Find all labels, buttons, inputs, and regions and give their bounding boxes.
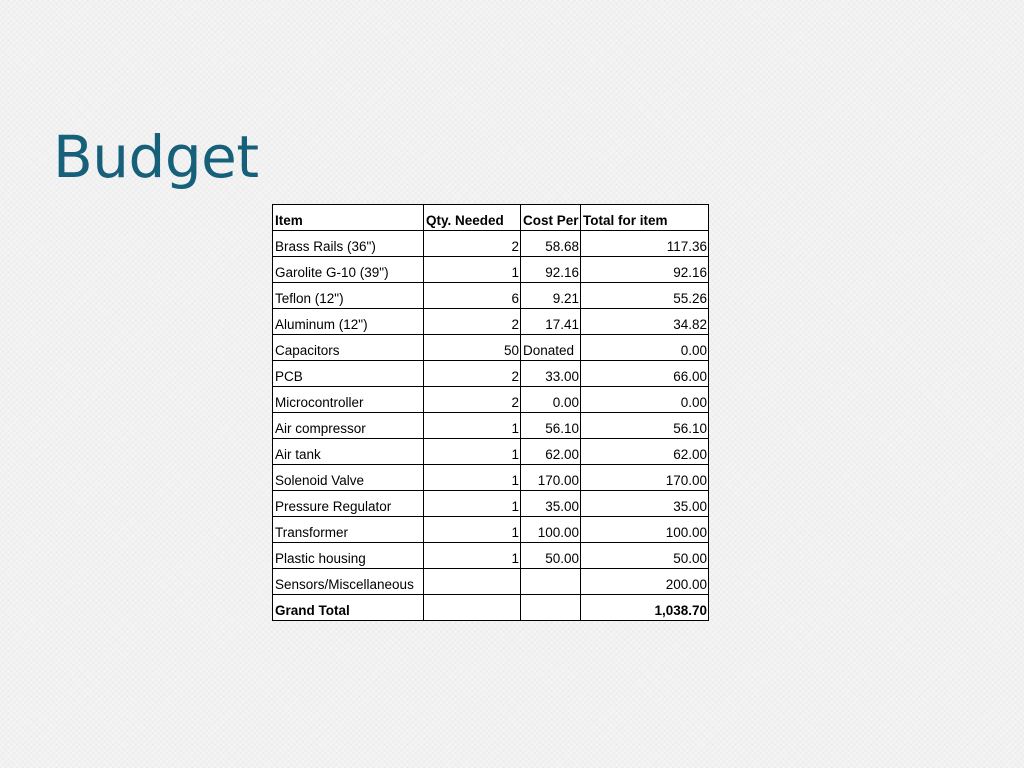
budget-table	[272, 204, 709, 621]
cell-cost-per: 170.00	[521, 465, 581, 491]
table-row	[273, 231, 709, 257]
cell-qty: 1	[424, 413, 521, 439]
cell-total: 92.16	[581, 257, 709, 283]
cell-cost-per: Donated	[521, 335, 581, 361]
cell-item: Capacitors	[273, 335, 424, 361]
cell-cost-per: 58.68	[521, 231, 581, 257]
table-header-row	[273, 205, 709, 231]
cell-qty: 1	[424, 465, 521, 491]
cell-qty: 50	[424, 335, 521, 361]
cell-cost-per: 35.00	[521, 491, 581, 517]
cell-total: 0.00	[581, 335, 709, 361]
cell-qty: 2	[424, 361, 521, 387]
cell-cost-per: 33.00	[521, 361, 581, 387]
cell-cost-per: 0.00	[521, 387, 581, 413]
cell-qty: 1	[424, 439, 521, 465]
table-row	[273, 335, 709, 361]
cell-item: Microcontroller	[273, 387, 424, 413]
cell-total: 35.00	[581, 491, 709, 517]
cell-item: Teflon (12")	[273, 283, 424, 309]
cell-item: Plastic housing	[273, 543, 424, 569]
cell-total: 117.36	[581, 231, 709, 257]
table-row	[273, 465, 709, 491]
cell-cost-per: 17.41	[521, 309, 581, 335]
cell-total: 0.00	[581, 387, 709, 413]
cell-item: Solenoid Valve	[273, 465, 424, 491]
cell-total: 62.00	[581, 439, 709, 465]
cell-item: Pressure Regulator	[273, 491, 424, 517]
table-row	[273, 387, 709, 413]
header-item: Item	[273, 205, 424, 231]
cell-cost-per: 9.21	[521, 283, 581, 309]
table-row	[273, 361, 709, 387]
grand-total-cost	[521, 595, 581, 621]
header-cost-per: Cost Per	[521, 205, 581, 231]
cell-item: PCB	[273, 361, 424, 387]
table-row	[273, 517, 709, 543]
cell-qty: 1	[424, 257, 521, 283]
table-row	[273, 543, 709, 569]
cell-item: Transformer	[273, 517, 424, 543]
table-row	[273, 439, 709, 465]
cell-qty: 1	[424, 517, 521, 543]
cell-item: Sensors/Miscellaneous	[273, 569, 424, 595]
cell-qty: 2	[424, 231, 521, 257]
table-row	[273, 257, 709, 283]
cell-total: 56.10	[581, 413, 709, 439]
table-row	[273, 491, 709, 517]
grand-total-label: Grand Total	[273, 595, 424, 621]
cell-item: Air tank	[273, 439, 424, 465]
cell-item: Garolite G-10 (39")	[273, 257, 424, 283]
grand-total-qty	[424, 595, 521, 621]
grand-total-value: 1,038.70	[581, 595, 709, 621]
cell-total: 100.00	[581, 517, 709, 543]
cell-total: 170.00	[581, 465, 709, 491]
table-row	[273, 413, 709, 439]
header-total-for-item: Total for item	[581, 205, 709, 231]
cell-qty	[424, 569, 521, 595]
cell-total: 34.82	[581, 309, 709, 335]
header-qty-needed: Qty. Needed	[424, 205, 521, 231]
cell-cost-per: 56.10	[521, 413, 581, 439]
cell-cost-per: 92.16	[521, 257, 581, 283]
cell-item: Air compressor	[273, 413, 424, 439]
cell-total: 200.00	[581, 569, 709, 595]
table-row	[273, 309, 709, 335]
cell-item: Aluminum (12")	[273, 309, 424, 335]
cell-qty: 2	[424, 387, 521, 413]
cell-qty: 2	[424, 309, 521, 335]
cell-cost-per: 100.00	[521, 517, 581, 543]
table-row	[273, 569, 709, 595]
cell-qty: 1	[424, 491, 521, 517]
grand-total-row	[273, 595, 709, 621]
cell-qty: 6	[424, 283, 521, 309]
cell-cost-per: 50.00	[521, 543, 581, 569]
cell-qty: 1	[424, 543, 521, 569]
cell-cost-per	[521, 569, 581, 595]
cell-cost-per: 62.00	[521, 439, 581, 465]
table-row	[273, 283, 709, 309]
cell-total: 66.00	[581, 361, 709, 387]
cell-total: 55.26	[581, 283, 709, 309]
cell-item: Brass Rails (36")	[273, 231, 424, 257]
cell-total: 50.00	[581, 543, 709, 569]
slide-title: Budget	[53, 123, 259, 191]
